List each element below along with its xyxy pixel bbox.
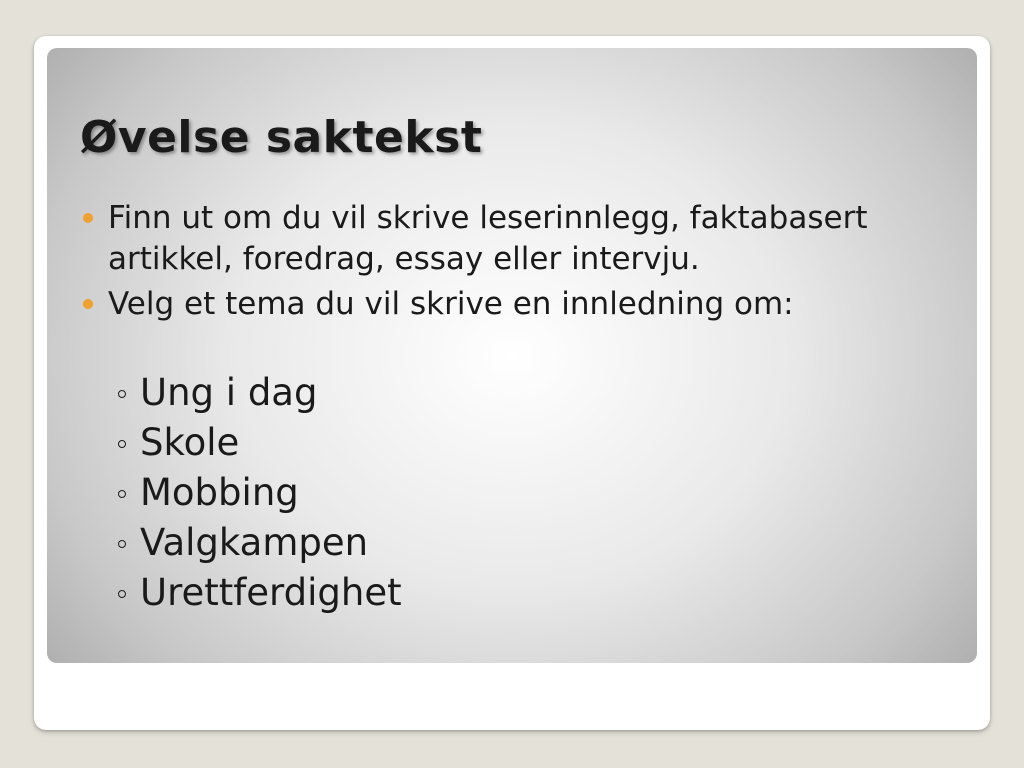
topic-text: Valgkampen [140,521,369,564]
slide-title: Øvelse saktekst [80,112,483,163]
topic-item [116,368,402,418]
topic-text: Urettferdighet [140,571,402,614]
bullet-item [80,198,960,280]
bullet-dot-icon [83,213,93,223]
ring-bullet-icon [118,490,126,498]
topic-text: Mobbing [140,471,299,514]
bullet-text: Finn ut om du vil skrive leserinnlegg, faktabasert artikkel, foredrag, essay eller intervju. [108,200,868,277]
topic-item [116,468,402,518]
topic-item [116,568,402,618]
bullet-list [80,198,960,325]
topic-text: Ung i dag [140,371,318,414]
topic-list [116,368,402,618]
topic-text: Skole [140,421,240,464]
ring-bullet-icon [118,390,126,398]
bullet-text: Velg et tema du vil skrive en innledning om: [108,286,794,322]
ring-bullet-icon [118,540,126,548]
bullet-dot-icon [83,299,93,309]
topic-item [116,418,402,468]
topic-item [116,518,402,568]
bullet-item [80,284,960,325]
ring-bullet-icon [118,590,126,598]
ring-bullet-icon [118,440,126,448]
